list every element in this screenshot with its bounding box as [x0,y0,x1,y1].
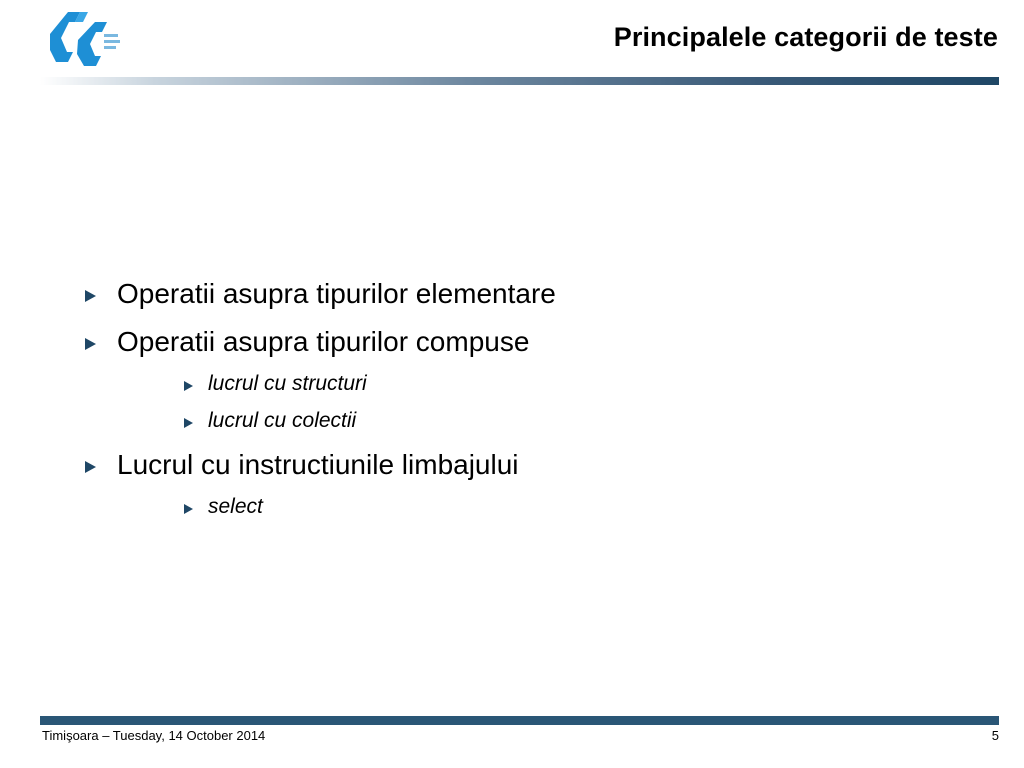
sub-bullet-text: lucrul cu structuri [208,372,367,395]
slide-title: Principalele categorii de teste [613,22,998,52]
footer-location-date: Timişoara – Tuesday, 14 October 2014 [42,728,266,743]
bullet-arrow-icon [85,290,96,302]
bullet-arrow-icon [85,338,96,350]
sub-bullet-item [184,372,367,396]
sub-bullet-item [184,495,263,519]
bullet-text: Operatii asupra tipurilor elementare [117,278,556,309]
bullet-text: Operatii asupra tipurilor compuse [117,326,530,357]
bullet-item [85,326,529,358]
sub-bullet-item [184,409,356,433]
bullet-arrow-icon [184,381,193,391]
bullet-arrow-icon [184,504,193,514]
footer-bar [40,716,999,725]
sub-bullet-text: select [208,495,263,518]
bullet-item [85,449,519,481]
bullet-text: Lucrul cu instructiunile limbajului [117,449,519,480]
page-number: 5 [991,728,999,743]
bullet-item [85,278,556,310]
sub-bullet-text: lucrul cu colectii [208,409,357,432]
bullet-arrow-icon [184,418,193,428]
bullet-arrow-icon [85,461,96,473]
